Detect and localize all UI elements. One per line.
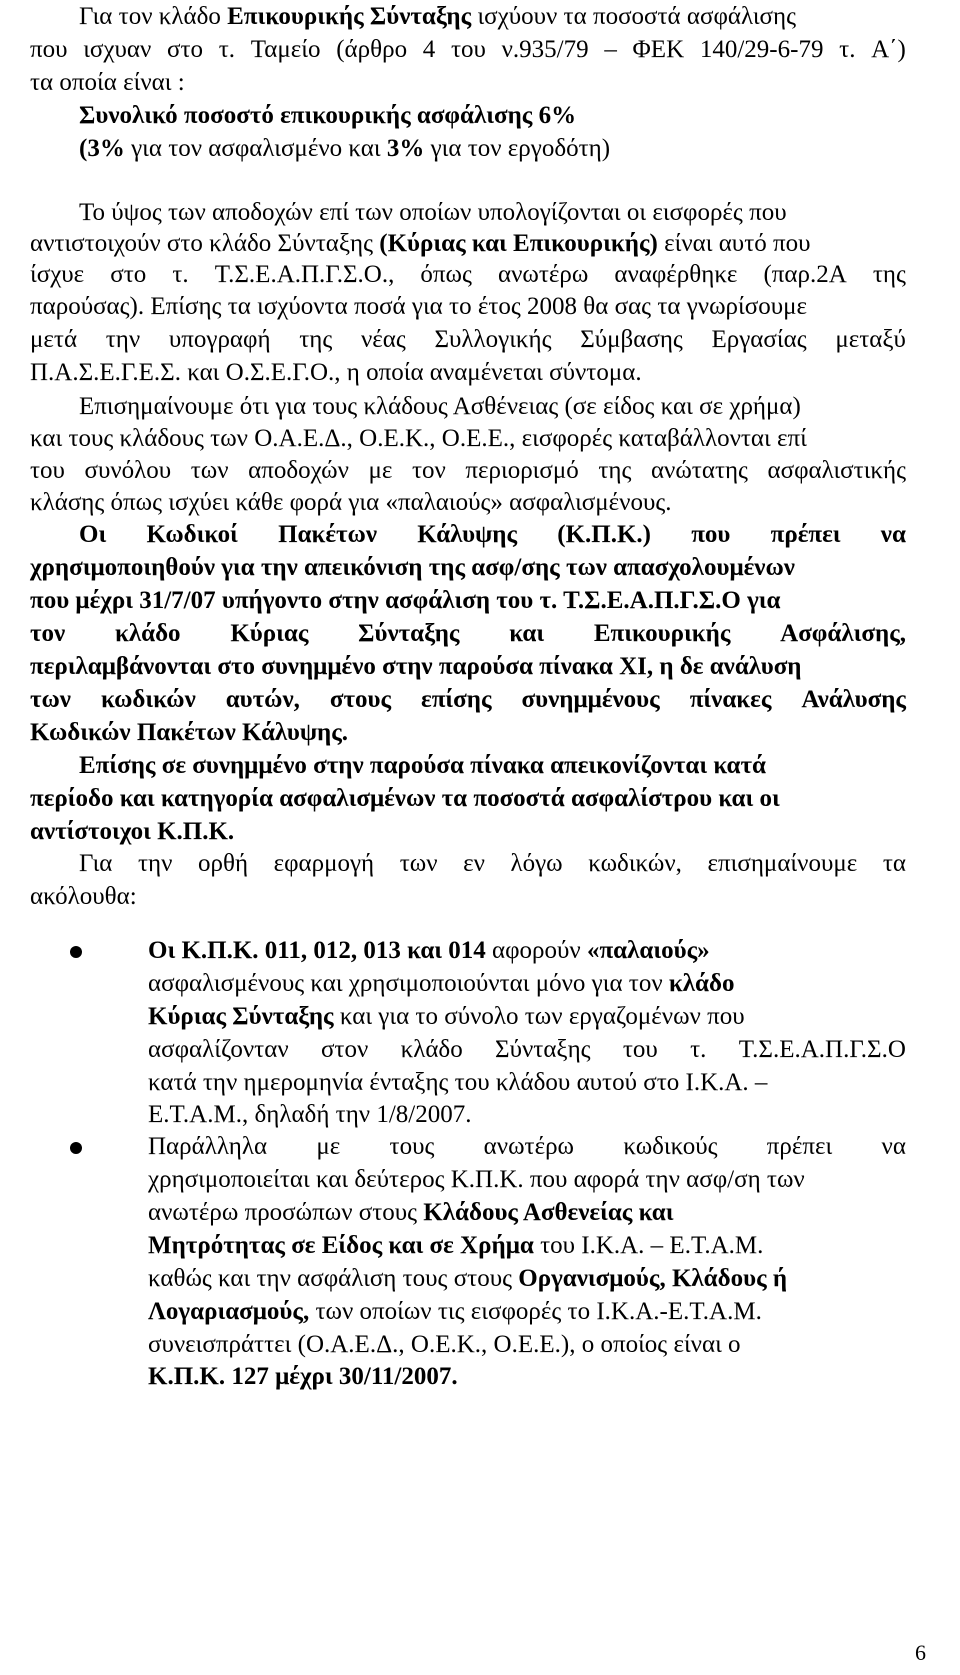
word: υπογραφή [168, 326, 271, 353]
word: του [450, 36, 486, 63]
text-line: Μητρότητας σε Είδος και σε Χρήμα του Ι.Κ.Α. – Ε.Τ.Α.Μ. [148, 1232, 764, 1259]
word: τ. [690, 1036, 707, 1063]
word: ασφαλιστικής [767, 457, 906, 484]
word: λόγω [510, 850, 563, 877]
bullet-icon [70, 946, 82, 958]
word: κωδικών [100, 686, 196, 713]
text-line: Οι Κ.Π.Κ. 011, 012, 013 και 014 αφορούν «παλαιούς» [148, 937, 710, 964]
word: νέας [360, 326, 406, 353]
text-line-justified [30, 685, 906, 717]
word: την [105, 326, 141, 353]
heading-line: Συνολικό ποσοστό επικουρικής ασφάλισης 6% [79, 102, 577, 129]
word: την [137, 850, 173, 877]
word: τ. [839, 36, 856, 63]
word: Ανάλυσης [801, 686, 906, 713]
word: πίνακες [689, 686, 772, 713]
word: των [30, 686, 71, 713]
word: τους [389, 1133, 435, 1160]
text-line: συνεισπράττει (Ο.Α.Ε.Δ., Ο.Ε.Κ., Ο.Ε.Ε.), ο οποίος είναι ο [148, 1331, 741, 1358]
word: της [299, 326, 333, 353]
word: εν [463, 850, 485, 877]
text-line-justified [30, 35, 906, 67]
word: κλάδο [400, 1036, 463, 1063]
word: Παράλληλα [148, 1133, 268, 1160]
word: ισχυαν [83, 36, 152, 63]
word: και [509, 620, 545, 647]
text-line: Κύριας Σύνταξης και για το σύνολο των εργαζομένων που [148, 1003, 745, 1030]
word: ορθή [198, 850, 249, 877]
text-line: ανωτέρω προσώπων στους Κλάδους Ασθενείας και [148, 1199, 674, 1226]
word: (παρ.2Α [763, 261, 847, 288]
word: περιορισμό [465, 457, 579, 484]
word: στο [110, 261, 147, 288]
bullet-icon [70, 1142, 82, 1154]
text-line: Επίσης σε συνημμένο στην παρούσα πίνακα απεικονίζονται κατά [79, 752, 766, 779]
text-line: αντιστοιχούν στο κλάδο Σύνταξης (Κύριας και Επικουρικής) είναι αυτό που [30, 230, 811, 257]
word: μεταξύ [835, 326, 906, 353]
word: που [30, 36, 68, 63]
word: τ. [172, 261, 189, 288]
text-line: κατά την ημερομηνία ένταξης του κλάδου αυτού στο Ι.Κ.Α. – [148, 1069, 768, 1096]
text-line: περιλαμβάνονται στο συνημμένο στην παρούσα πίνακα ΧΙ, η δε ανάλυση [30, 653, 802, 680]
word: ν.935/79 [501, 36, 589, 63]
word: ασφαλίζονταν [148, 1036, 289, 1063]
word: (άρθρο [336, 36, 408, 63]
word: Πακέτων [278, 521, 377, 548]
text-line: ασφαλισμένους και χρησιμοποιούνται μόνο για τον κλάδο [148, 970, 735, 997]
text-line: Κ.Π.Κ. 127 μέχρι 30/11/2007. [148, 1363, 458, 1390]
word: με [368, 457, 393, 484]
word: με [316, 1133, 341, 1160]
word: πρέπει [770, 521, 841, 548]
text-line-justified [148, 1035, 906, 1067]
word: αναφέρθηκε [614, 261, 738, 288]
word: επίσης [421, 686, 492, 713]
word: αποδοχών [248, 457, 349, 484]
text-line: Π.Α.Σ.Ε.Γ.Ε.Σ. και Ο.Σ.Ε.Γ.Ο., η οποία αναμένεται σύντομα. [30, 359, 642, 386]
word: Συλλογικής [434, 326, 552, 353]
text-line-justified [30, 619, 906, 651]
word: τα [882, 850, 906, 877]
word: των [190, 457, 229, 484]
text-line: Ε.Τ.Α.Μ., δηλαδή την 1/8/2007. [148, 1101, 472, 1128]
word: Επικουρικής [593, 620, 731, 647]
word: κωδικούς [623, 1133, 718, 1160]
word: ανωτέρω [483, 1133, 575, 1160]
word: τ. [218, 36, 236, 63]
word: 4 [422, 36, 436, 63]
text-line: περίοδο και κατηγορία ασφαλισμένων τα ποσοστά ασφαλίστρου και οι [30, 785, 780, 812]
text-line: που μέχρι 31/7/07 υπήγοντο στην ασφάλιση του τ. Τ.Σ.Ε.Α.Π.Γ.Σ.Ο για [30, 587, 781, 614]
word: ανωτέρω [497, 261, 589, 288]
word: τον [411, 457, 446, 484]
word: επισημαίνουμε [707, 850, 858, 877]
word: Για [79, 850, 113, 877]
word: που [691, 521, 731, 548]
word: (Κ.Π.Κ.) [557, 521, 651, 548]
word: ίσχυε [30, 261, 85, 288]
word: ΦΕΚ [632, 36, 685, 63]
word: Κύριας [230, 620, 309, 647]
word: τον [30, 620, 66, 647]
word: στο [167, 36, 204, 63]
text-line-justified [148, 1132, 906, 1164]
word: Οι [79, 521, 107, 548]
text-line: Επισημαίνουμε ότι για τους κλάδους Ασθένειας (σε είδος και σε χρήμα) [79, 393, 801, 420]
word: της [598, 457, 632, 484]
text-line-justified [30, 325, 906, 357]
word: αυτών, [225, 686, 300, 713]
word: Σύμβασης [580, 326, 683, 353]
word: 140/29-6-79 [699, 36, 824, 63]
word: του [622, 1036, 658, 1063]
word: συνόλου [84, 457, 172, 484]
text-line: καθώς και την ασφάλιση τους στους Οργανισμούς, Κλάδους ή [148, 1265, 788, 1292]
text-line: Λογαριασμούς, των οποίων τις εισφορές το Ι.Κ.Α.-Ε.Τ.Α.Μ. [148, 1298, 762, 1325]
text-line-justified [79, 849, 906, 881]
word: Α΄) [871, 36, 906, 63]
page-number: 6 [915, 1640, 926, 1665]
text-line: κλάσης όπως ισχύει κάθε φορά για «παλαιούς» ασφαλισμένους. [30, 489, 672, 516]
text-line: τα οποία είναι : [30, 69, 185, 96]
word: Σύνταξης [495, 1036, 591, 1063]
text-line: χρησιμοποιηθούν για την απεικόνιση της ασφ/σης των απασχολουμένων [30, 554, 795, 581]
word: Ταμείο [250, 36, 321, 63]
text-line: Το ύψος των αποδοχών επί των οποίων υπολογίζονται οι εισφορές που [79, 199, 787, 226]
word: στους [329, 686, 392, 713]
word: Εργασίας [711, 326, 807, 353]
word: Ασφάλισης, [780, 620, 906, 647]
text-line: Κωδικών Πακέτων Κάλυψης. [30, 719, 349, 746]
word: κλάδο [114, 620, 181, 647]
text-line-justified [30, 456, 906, 488]
word: να [881, 1133, 906, 1160]
word: Τ.Σ.Ε.Α.Π.Γ.Σ.Ο., [214, 261, 395, 288]
text-line-justified [30, 260, 906, 292]
word: – [604, 36, 617, 63]
text-line-justified [79, 520, 906, 552]
word: να [880, 521, 906, 548]
word: συνημμένους [521, 686, 660, 713]
text-line: και τους κλάδους των Ο.Α.Ε.Δ., Ο.Ε.Κ., Ο.Ε.Ε., εισφορές καταβάλλονται επί [30, 425, 807, 452]
word: όπως [420, 261, 472, 288]
text-line: (3% για τον ασφαλισμένο και 3% για τον εργοδότη) [79, 135, 611, 162]
word: του [30, 457, 65, 484]
text-line: χρησιμοποιείται και δεύτερος Κ.Π.Κ. που αφορά την ασφ/ση των [148, 1166, 805, 1193]
word: της [872, 261, 906, 288]
word: εφαρμογή [273, 850, 375, 877]
text-line: ακόλουθα: [30, 883, 137, 910]
word: κωδικών, [588, 850, 682, 877]
word: Τ.Σ.Ε.Α.Π.Γ.Σ.Ο [738, 1036, 906, 1063]
word: των [399, 850, 438, 877]
word: Σύνταξης [358, 620, 460, 647]
word: Κάλυψης [417, 521, 518, 548]
word: ανώτατης [650, 457, 748, 484]
text-line: Για τον κλάδο Επικουρικής Σύνταξης ισχύουν τα ποσοστά ασφάλισης [79, 3, 797, 30]
text-line: παρούσας). Επίσης τα ισχύοντα ποσά για το έτος 2008 θα σας τα γνωρίσουμε [30, 293, 807, 320]
text-line: αντίστοιχοι Κ.Π.Κ. [30, 818, 235, 845]
word: πρέπει [766, 1133, 833, 1160]
word: στον [320, 1036, 369, 1063]
word: μετά [30, 326, 78, 353]
word: Κωδικοί [146, 521, 238, 548]
